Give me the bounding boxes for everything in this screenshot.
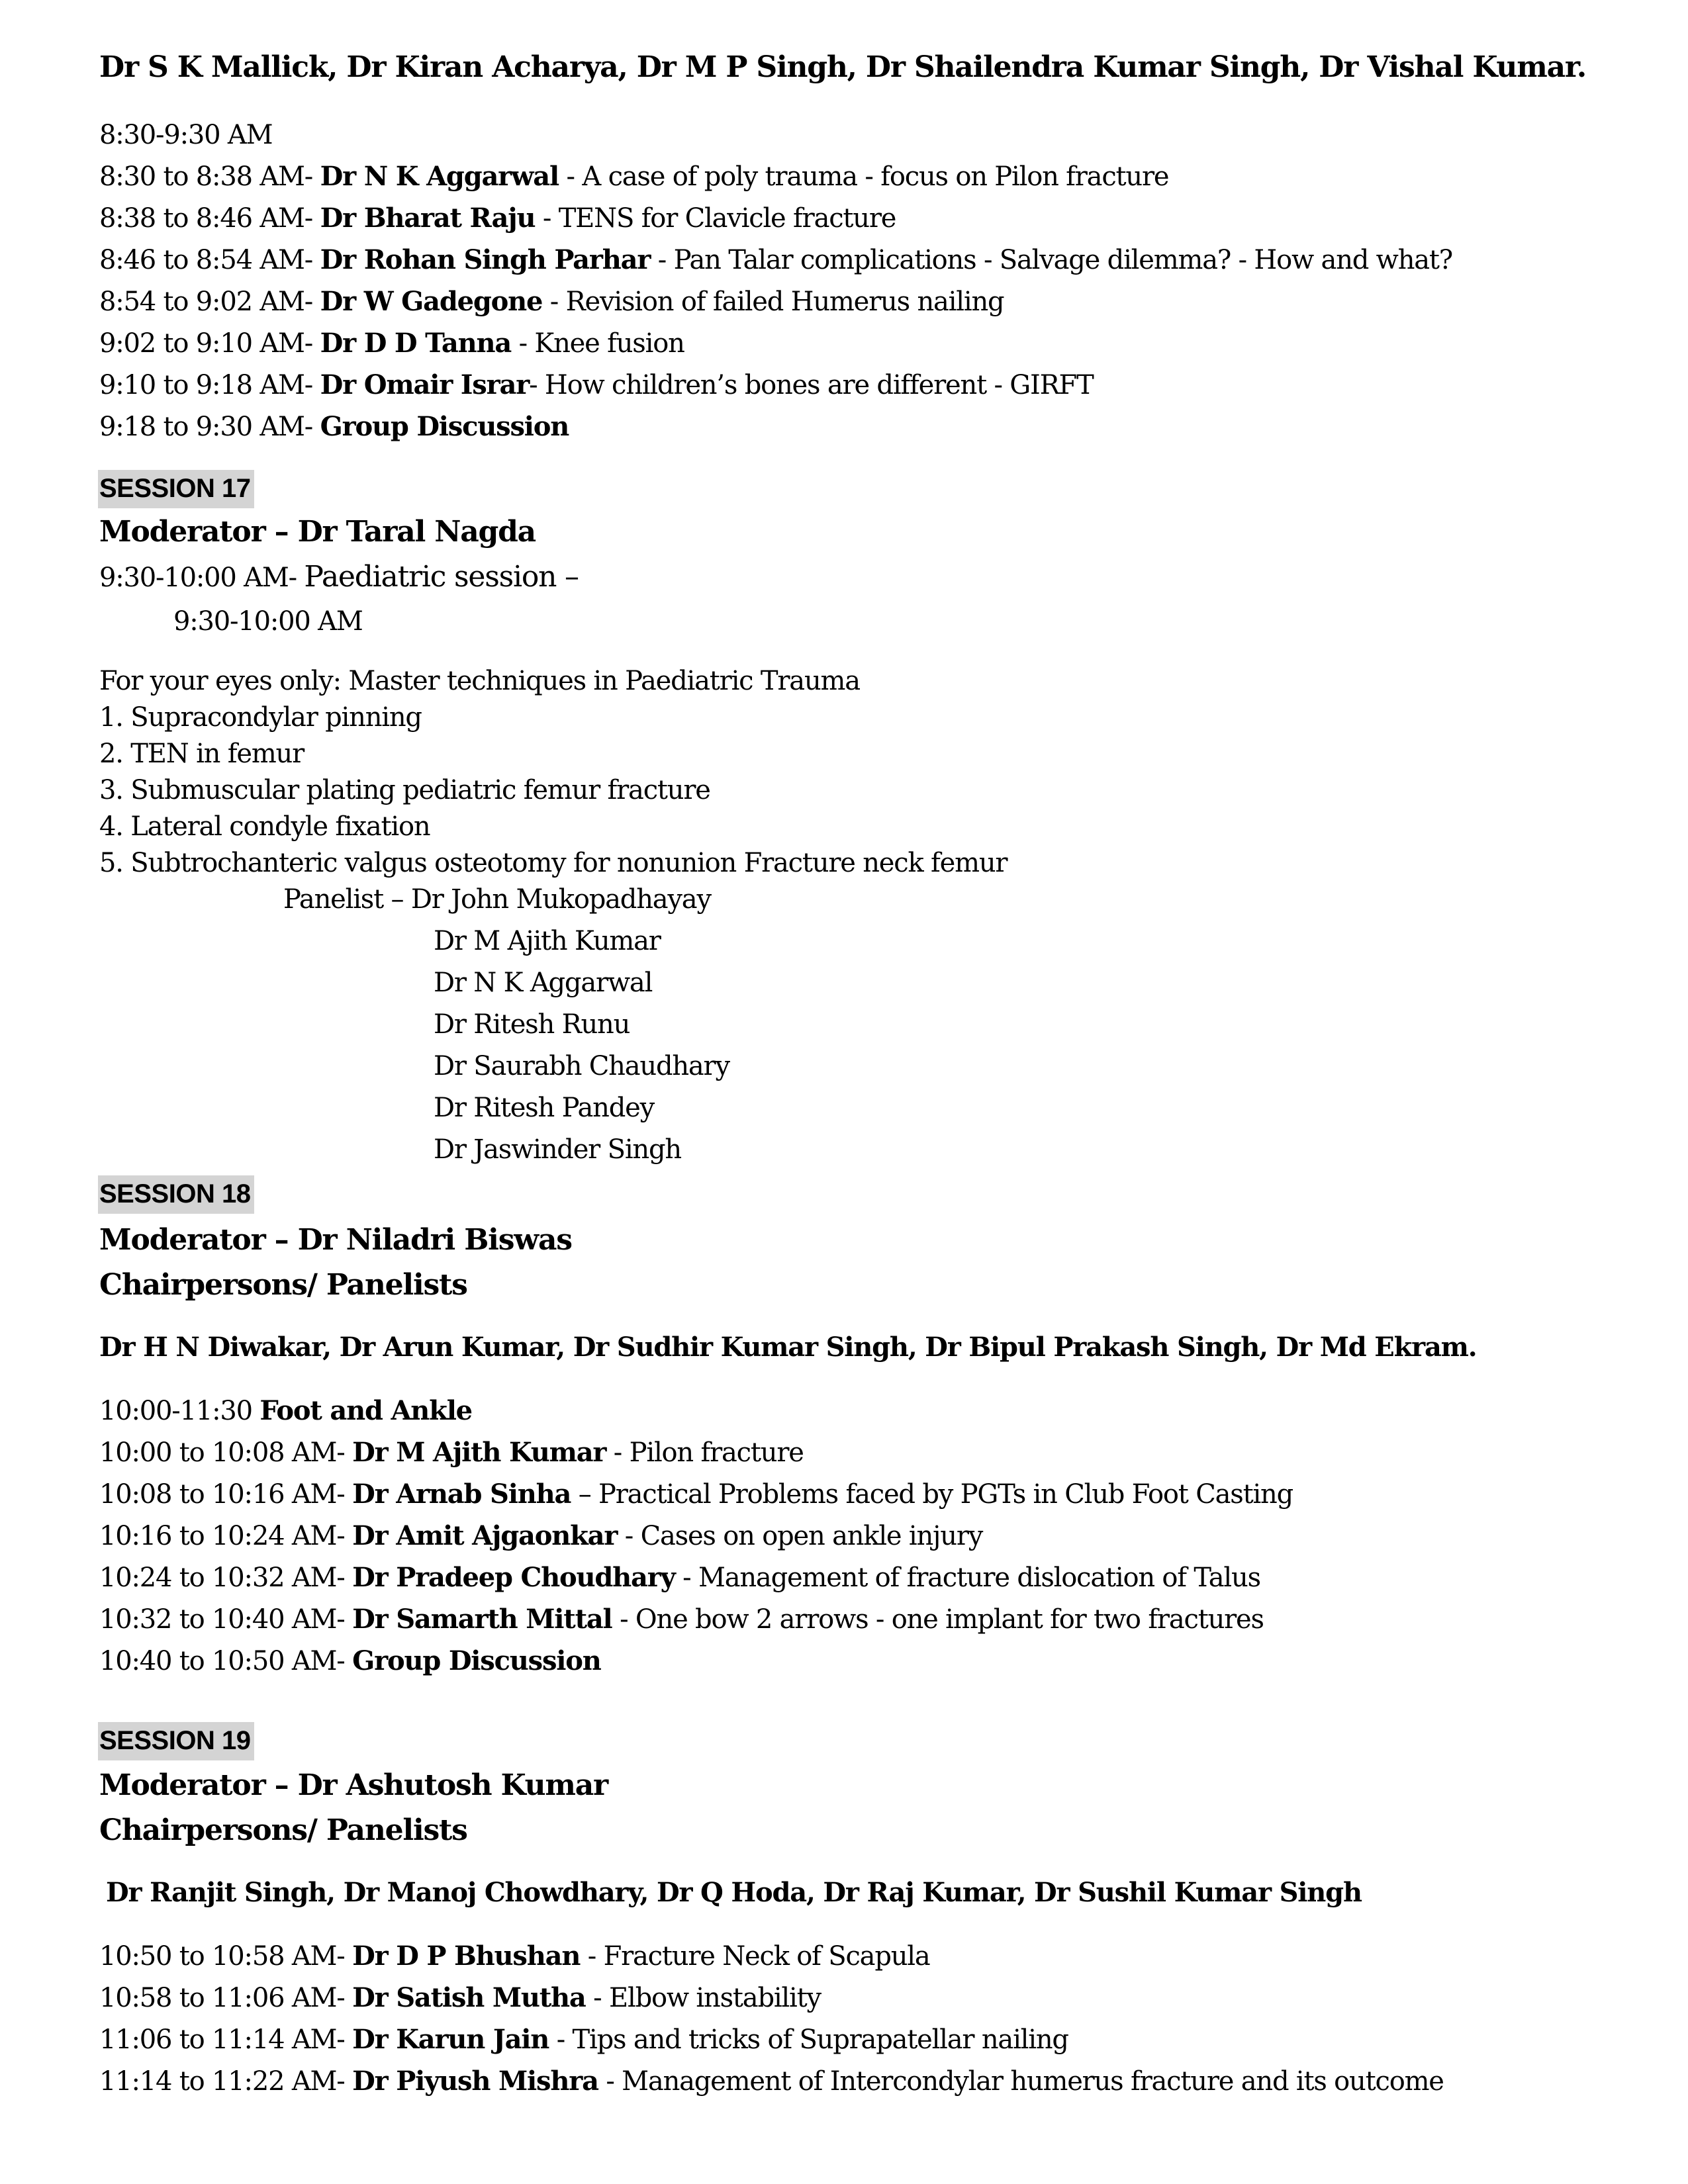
- session-18-chairpersons: Dr H N Diwakar, Dr Arun Kumar, Dr Sudhir Kumar Singh, Dr Bipul Prakash Singh, Dr Md Ekram.: [99, 1332, 1477, 1363]
- session-17-badge: SESSION 17: [98, 470, 254, 508]
- talk-time: 11:06 to 11:14 AM-: [99, 2025, 345, 2055]
- talk-topic: - Fracture Neck of Scapula: [580, 1941, 930, 1972]
- session-17-time-line: [99, 561, 579, 594]
- talk-speaker: Dr Pradeep Choudhary: [352, 1562, 675, 1593]
- talk-speaker: Dr Omair Israr: [320, 369, 530, 400]
- talk-row: [99, 1645, 601, 1677]
- talk-row: [99, 411, 569, 443]
- talk-topic: - Tips and tricks of Suprapatellar nailing: [549, 2025, 1068, 2055]
- talk-speaker: Dr Arnab Sinha: [352, 1479, 571, 1510]
- talk-speaker: Dr Amit Ajgaonkar: [352, 1520, 618, 1551]
- session-18-chair-heading: Chairpersons/ Panelists: [99, 1268, 467, 1302]
- session-17-moderator: Moderator – Dr Taral Nagda: [99, 515, 536, 549]
- talk-row: [99, 1437, 804, 1469]
- talk-speaker: Dr N K Aggarwal: [320, 161, 559, 192]
- talk-time: 10:16 to 10:24 AM-: [99, 1521, 345, 1551]
- talk-speaker: Group Discussion: [352, 1645, 601, 1676]
- talk-row: [99, 1479, 1293, 1510]
- talk-topic: - How children’s bones are different - GIRFT: [529, 370, 1094, 400]
- talk-time: 11:14 to 11:22 AM-: [99, 2066, 345, 2097]
- talk-row: [99, 203, 896, 234]
- panelist-name: Dr Ritesh Runu: [434, 1009, 630, 1040]
- talk-speaker: Dr Piyush Mishra: [352, 2066, 598, 2097]
- list-item: 3. Submuscular plating pediatric femur fracture: [99, 775, 710, 805]
- talk-row: [99, 286, 1004, 318]
- session-19-chair-heading: Chairpersons/ Panelists: [99, 1813, 467, 1847]
- list-item: 1. Supracondylar pinning: [99, 702, 422, 733]
- talk-time: 10:08 to 10:16 AM-: [99, 1479, 345, 1510]
- list-item: 2. TEN in femur: [99, 739, 305, 769]
- talk-time: 8:38 to 8:46 AM-: [99, 203, 313, 234]
- talk-row: [99, 369, 1094, 401]
- talk-topic: - Pan Talar complications - Salvage dilemma? - How and what?: [650, 245, 1453, 275]
- talk-topic: – Practical Problems faced by PGTs in Club Foot Casting: [571, 1479, 1293, 1510]
- panelist-name: Dr Saurabh Chaudhary: [434, 1051, 729, 1081]
- session-18-block: [99, 1395, 472, 1427]
- talk-topic: - Management of Intercondylar humerus fracture and its outcome: [598, 2066, 1444, 2097]
- talk-time: 9:10 to 9:18 AM-: [99, 370, 313, 400]
- talk-speaker: Dr Rohan Singh Parhar: [320, 244, 651, 275]
- talk-speaker: Dr Samarth Mittal: [352, 1604, 612, 1635]
- session-19-chairpersons: Dr Ranjit Singh, Dr Manoj Chowdhary, Dr Q Hoda, Dr Raj Kumar, Dr Sushil Kumar Singh: [106, 1877, 1362, 1908]
- talk-speaker: Dr M Ajith Kumar: [352, 1437, 606, 1468]
- panelist-name: Dr Ritesh Pandey: [434, 1093, 654, 1123]
- talk-row: [99, 161, 1168, 193]
- top-chairpersons: Dr S K Mallick, Dr Kiran Acharya, Dr M P Singh, Dr Shailendra Kumar Singh, Dr Vishal Kumar.: [99, 50, 1586, 84]
- block-title: Foot and Ankle: [259, 1395, 472, 1426]
- talk-row: [99, 1940, 930, 1972]
- talk-topic: - A case of poly trauma - focus on Pilon fracture: [559, 161, 1169, 192]
- talk-row: [99, 244, 1452, 276]
- session-17-time-repeat: 9:30-10:00 AM: [173, 606, 363, 637]
- talk-topic: - Pilon fracture: [606, 1437, 804, 1468]
- list-item: 5. Subtrochanteric valgus osteotomy for nonunion Fracture neck femur: [99, 848, 1008, 878]
- session-19-moderator: Moderator – Dr Ashutosh Kumar: [99, 1768, 608, 1802]
- panelist-row: [283, 884, 711, 915]
- talk-time: 8:30 to 8:38 AM-: [99, 161, 313, 192]
- session-17-intro: For your eyes only: Master techniques in Paediatric Trauma: [99, 666, 860, 696]
- panelist-name: Dr M Ajith Kumar: [434, 926, 661, 956]
- talk-time: 10:40 to 10:50 AM-: [99, 1646, 345, 1676]
- block-time: 10:00-11:30: [99, 1396, 260, 1426]
- talk-row: [99, 1604, 1264, 1635]
- talk-topic: - Elbow instability: [585, 1983, 821, 2013]
- session-17-time: 9:30-10:00 AM-: [99, 563, 297, 593]
- talk-time: 9:02 to 9:10 AM-: [99, 328, 313, 359]
- talk-time: 10:00 to 10:08 AM-: [99, 1437, 345, 1468]
- session-19-badge: SESSION 19: [98, 1722, 254, 1760]
- talk-row: [99, 1520, 982, 1552]
- talk-time: 8:46 to 8:54 AM-: [99, 245, 313, 275]
- panelist-label: Panelist –: [283, 884, 411, 915]
- talk-time: 10:50 to 10:58 AM-: [99, 1941, 345, 1972]
- session-18-moderator: Moderator – Dr Niladri Biswas: [99, 1223, 572, 1257]
- talk-topic: - Management of fracture dislocation of Talus: [675, 1563, 1260, 1593]
- talk-time: 9:18 to 9:30 AM-: [99, 412, 313, 442]
- panelist-name: Dr N K Aggarwal: [434, 968, 653, 998]
- talk-topic: - One bow 2 arrows - one implant for two fractures: [612, 1604, 1264, 1635]
- panelist-name: Dr Jaswinder Singh: [434, 1134, 681, 1165]
- talk-topic: - Cases on open ankle injury: [617, 1521, 983, 1551]
- talk-speaker: Dr Bharat Raju: [320, 203, 536, 234]
- talk-row: [99, 1982, 821, 2014]
- talk-row: [99, 2066, 1444, 2097]
- talk-time: 10:32 to 10:40 AM-: [99, 1604, 345, 1635]
- session-18-badge: SESSION 18: [98, 1175, 254, 1214]
- block1-time-range: 8:30-9:30 AM: [99, 120, 273, 150]
- session-17-title: Paediatric session –: [304, 560, 579, 594]
- talk-topic: - TENS for Clavicle fracture: [535, 203, 896, 234]
- talk-time: 8:54 to 9:02 AM-: [99, 287, 313, 317]
- talk-row: [99, 2024, 1068, 2056]
- talk-speaker: Dr Karun Jain: [352, 2024, 549, 2055]
- talk-topic: - Revision of failed Humerus nailing: [542, 287, 1004, 317]
- talk-row: [99, 1562, 1260, 1594]
- talk-row: [99, 328, 684, 359]
- talk-time: 10:24 to 10:32 AM-: [99, 1563, 345, 1593]
- talk-time: 10:58 to 11:06 AM-: [99, 1983, 345, 2013]
- list-item: 4. Lateral condyle fixation: [99, 811, 430, 842]
- panelist-name: Dr John Mukopadhayay: [410, 884, 711, 915]
- talk-speaker: Dr W Gadegone: [320, 286, 543, 317]
- talk-topic: - Knee fusion: [511, 328, 684, 359]
- talk-speaker: Dr Satish Mutha: [352, 1982, 586, 2013]
- talk-speaker: Dr D P Bhushan: [352, 1940, 581, 1972]
- talk-speaker: Dr D D Tanna: [320, 328, 512, 359]
- talk-speaker: Group Discussion: [320, 411, 569, 442]
